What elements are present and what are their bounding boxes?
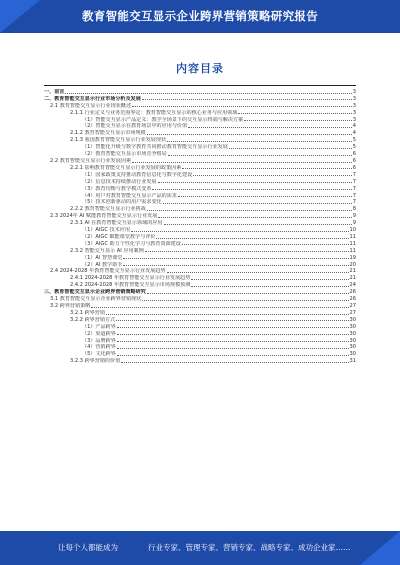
toc-entry-title: 2.1.2 教育智能交互显示市场规模	[70, 130, 146, 137]
toc-dot-leader	[142, 99, 352, 100]
toc-entry-title: 2.3.1 AI 在教育智能交互显示领域的应用	[70, 220, 163, 227]
toc-entry-page: 31	[349, 358, 356, 365]
toc-entry-title: （1）AI 智慧课堂	[82, 254, 123, 261]
toc-entry-title: （1）智能化升级与数字教育共同推动教育智能交互显示行业发展	[82, 144, 228, 151]
toc-dot-leader	[65, 93, 351, 94]
toc-entry-title: 3.2.2 跨界营销方式	[70, 316, 116, 323]
toc-entry[interactable]	[44, 288, 356, 295]
toc-entry-page: 9	[352, 213, 356, 220]
page-footer	[0, 531, 400, 565]
toc-entry-title: 3.2 跨界营销策略	[50, 303, 91, 309]
toc-entry-title: 二、教育智能交互显示行业市场分析及发展	[44, 95, 141, 102]
toc-dot-leader	[178, 196, 352, 197]
toc-entry-title: （2）AIGC 赋能课堂教学与评价	[82, 233, 156, 240]
toc-entry-title: （2）AI 教学助手	[82, 261, 123, 268]
toc-dot-leader	[121, 362, 348, 363]
toc-entry[interactable]	[44, 136, 356, 143]
toc-entry[interactable]	[44, 261, 356, 268]
toc-entry-page: 27	[349, 309, 356, 316]
toc-dot-leader	[238, 113, 351, 114]
toc-entry[interactable]	[44, 205, 356, 212]
toc-entry-page: 26	[349, 296, 356, 303]
toc-dot-leader	[229, 148, 352, 149]
toc-dot-leader	[142, 300, 348, 301]
toc-entry-title: （2）渠道跨界	[82, 330, 116, 337]
toc-entry[interactable]	[44, 344, 356, 351]
toc-entry[interactable]	[44, 309, 356, 316]
toc-dot-leader	[147, 293, 349, 294]
toc-entry-title: 三、教育智能交互显示企业跨界营销策略研究	[44, 289, 146, 296]
toc-entry[interactable]	[44, 219, 356, 226]
toc-entry[interactable]	[44, 233, 356, 240]
toc-entry-title: （2）教育智能交互显示市场竞争格局	[82, 151, 167, 158]
toc-entry-page: 7	[352, 178, 356, 185]
toc-entry-title: 2.3.2 智能交互显示 AI 应用案例	[70, 247, 144, 254]
toc-entry[interactable]	[44, 171, 356, 178]
toc-entry-page: 27	[349, 303, 356, 309]
footer-slogan-right: 行业专家、管理专家、营销专家、战略专家、成功企业家……	[148, 543, 351, 552]
toc-entry-title: 2.2.2 教育智能交互显示行业挑战	[70, 206, 146, 213]
toc-entry[interactable]	[44, 226, 356, 233]
toc-entry-title: （4）营销跨界	[82, 344, 116, 351]
toc-heading: 内容目录	[176, 62, 224, 75]
toc-dot-leader	[156, 238, 348, 239]
toc-entry-title: 2.1.3 我国教育智能交互显示行业发展现状	[70, 137, 167, 144]
toc-entry[interactable]	[44, 123, 356, 130]
toc-entry[interactable]	[44, 274, 356, 281]
toc-entry-title: 2.4.1 2024-2028 年教育智能交互显示行业发展趋势	[70, 275, 191, 282]
toc-entry-page: 3	[352, 95, 356, 102]
toc-entry[interactable]	[44, 150, 356, 157]
toc-dot-leader	[117, 334, 349, 335]
toc-entry-page: 5	[352, 137, 356, 144]
toc-dot-leader	[106, 314, 349, 315]
toc-entry-title: 2.4 2024-2028 年教育智能交互显示行业发展趋势	[50, 268, 166, 275]
toc-entry-title: （1）AIGC 技术应用	[82, 227, 130, 234]
toc-entry-title: 一、前言	[44, 88, 65, 95]
toc-entry-page: 11	[349, 240, 356, 247]
toc-entry-title: 3.1 教育智能交互显示企业跨界营销现状	[50, 296, 142, 303]
toc-entry-title: （3）教育均衡与教学模式变革	[82, 185, 152, 192]
toc-entry[interactable]	[44, 199, 356, 206]
toc-entry-page: 4	[352, 123, 356, 130]
toc-entry[interactable]	[44, 316, 356, 323]
toc-dot-leader	[193, 175, 352, 176]
toc-entry[interactable]	[44, 185, 356, 192]
toc-entry-page: 3	[352, 109, 356, 116]
toc-entry-page: 6	[352, 157, 356, 164]
toc-dot-leader	[117, 355, 349, 356]
toc-dot-leader	[117, 327, 349, 328]
footer-accent-shape	[360, 531, 400, 565]
toc-dot-leader	[158, 182, 352, 183]
toc-entry[interactable]	[44, 247, 356, 254]
toc-entry-title: 2.1.1 行业定义与业务范围界定：教育智能交互显示的核心业务与应用领域	[70, 109, 238, 116]
toc-entry-page: 3	[352, 116, 356, 123]
toc-entry-page: 9	[352, 220, 356, 227]
toc-entry-page: 20	[349, 261, 356, 268]
toc-dot-leader	[182, 168, 351, 169]
toc-entry-title: （2）信息技术持续推动行业发展	[82, 178, 157, 185]
toc-entry[interactable]	[44, 178, 356, 185]
toc-entry-page: 26	[349, 289, 356, 296]
toc-entry-title: （1）智能交互显示产品定义：教学全场景下的交互显示终端与解决方案	[82, 116, 244, 123]
toc-dot-leader	[191, 279, 348, 280]
toc-entry[interactable]	[44, 95, 356, 102]
toc-dot-leader	[116, 320, 348, 321]
toc-entry-page: 21	[349, 268, 356, 275]
toc-dot-leader	[188, 127, 352, 128]
toc-dot-leader	[167, 141, 352, 142]
toc-dot-leader	[147, 134, 352, 135]
toc-entry[interactable]	[44, 350, 356, 357]
toc-entry[interactable]	[44, 295, 356, 302]
toc-entry-page: 7	[352, 199, 356, 206]
toc-dot-leader	[147, 210, 352, 211]
toc-entry-page: 30	[349, 337, 356, 344]
toc-entry-page: 7	[352, 171, 356, 178]
toc-dot-leader	[152, 189, 351, 190]
toc-entry[interactable]	[44, 129, 356, 136]
toc-entry-title: 2.1 教育智能交互显示行业现状概述	[50, 102, 132, 109]
toc-dot-leader	[131, 231, 349, 232]
toc-dot-leader	[91, 307, 348, 308]
toc-entry-title: 2.3 2024年 AI 赋能教育智能交互显示行业发展	[50, 213, 158, 220]
toc-divider	[44, 85, 356, 86]
toc-entry-page: 11	[349, 233, 356, 240]
toc-entry[interactable]	[44, 302, 356, 309]
toc-entry[interactable]	[44, 212, 356, 219]
toc-entry-title: （3）品牌跨界	[82, 337, 116, 344]
toc-entry[interactable]	[44, 254, 356, 261]
toc-dot-leader	[132, 162, 352, 163]
toc-entry-page: 19	[349, 254, 356, 261]
toc-entry-page: 30	[349, 316, 356, 323]
toc-dot-leader	[117, 348, 349, 349]
toc-dot-leader	[168, 155, 352, 156]
toc-entry-page: 8	[352, 206, 356, 213]
toc-entry-page: 6	[352, 151, 356, 158]
toc-dot-leader	[244, 120, 352, 121]
toc-entry[interactable]	[44, 143, 356, 150]
footer-slogan-left: 让每个人都能成为	[58, 543, 118, 552]
toc-entry[interactable]	[44, 337, 356, 344]
toc-entry-page: 4	[352, 130, 356, 137]
toc-entry[interactable]	[44, 102, 356, 109]
toc-entry[interactable]	[44, 157, 356, 164]
page-header	[0, 0, 400, 33]
toc-dot-leader	[191, 286, 348, 287]
toc-entry[interactable]	[44, 164, 356, 171]
toc-entry-page: 3	[352, 88, 356, 95]
toc-dot-leader	[123, 258, 348, 259]
toc-entry[interactable]	[44, 268, 356, 275]
toc-entry-page: 21	[349, 275, 356, 282]
toc-entry-title: 2.2 教育智能交互显示行业发展因素	[50, 157, 132, 164]
toc-dot-leader	[164, 224, 352, 225]
toc-entry-title: （3）AIGC 助力个性化学习与教育资源建设	[82, 240, 181, 247]
toc-entry[interactable]	[44, 357, 356, 364]
report-title: 教育智能交互显示企业跨界营销策略研究报告	[82, 9, 318, 23]
toc-dot-leader	[123, 265, 348, 266]
toc-entry-page: 6	[352, 164, 356, 171]
toc-entry[interactable]	[44, 330, 356, 337]
toc-entry-title: 2.2.1 影响教育智能交互显示行业发展的政策因素	[70, 164, 182, 171]
toc-entry-page: 7	[352, 185, 356, 192]
toc-entry-title: 3.2.3 跨界营销的价值	[70, 358, 121, 365]
toc-entry-title: 2.4.2 2024-2028 年教育智能交互显示市场规模预测	[70, 282, 191, 289]
toc-entry-page: 30	[349, 351, 356, 358]
table-of-contents	[44, 88, 356, 364]
toc-entry[interactable]	[44, 281, 356, 288]
toc-entry[interactable]	[44, 192, 356, 199]
toc-entry-page: 11	[349, 247, 356, 254]
toc-dot-leader	[163, 203, 352, 204]
toc-entry-page: 3	[352, 102, 356, 109]
toc-entry-page: 30	[349, 344, 356, 351]
toc-entry-title: （2）智能交互显示在教育场景中的应用与价值	[82, 123, 188, 130]
toc-entry[interactable]	[44, 116, 356, 123]
toc-entry[interactable]	[44, 109, 356, 116]
toc-entry-page: 10	[349, 227, 356, 234]
toc-dot-leader	[158, 217, 351, 218]
toc-entry-page: 30	[349, 330, 356, 337]
toc-dot-leader	[182, 244, 349, 245]
toc-dot-leader	[145, 251, 349, 252]
toc-entry-page: 7	[352, 192, 356, 199]
toc-dot-leader	[132, 106, 352, 107]
toc-entry[interactable]	[44, 88, 356, 95]
toc-entry-title: （1）国家政策支持推动教育信息化与数字化建设	[82, 171, 193, 178]
toc-dot-leader	[117, 341, 349, 342]
toc-entry-title: （5）文化跨界	[82, 351, 116, 358]
toc-entry-title: （1）产品跨界	[82, 323, 116, 330]
toc-entry-title: （4）用户对教育智能交互显示产品的需求	[82, 192, 177, 199]
toc-entry[interactable]	[44, 240, 356, 247]
toc-entry-title: 3.2.1 跨界营销	[70, 309, 105, 316]
toc-entry[interactable]	[44, 323, 356, 330]
toc-entry-page: 24	[349, 282, 356, 289]
toc-entry-page: 5	[352, 144, 356, 151]
toc-entry-title: （5）技术创新驱动的用户需求变化	[82, 199, 162, 206]
toc-entry-page: 30	[349, 323, 356, 330]
toc-dot-leader	[167, 272, 349, 273]
